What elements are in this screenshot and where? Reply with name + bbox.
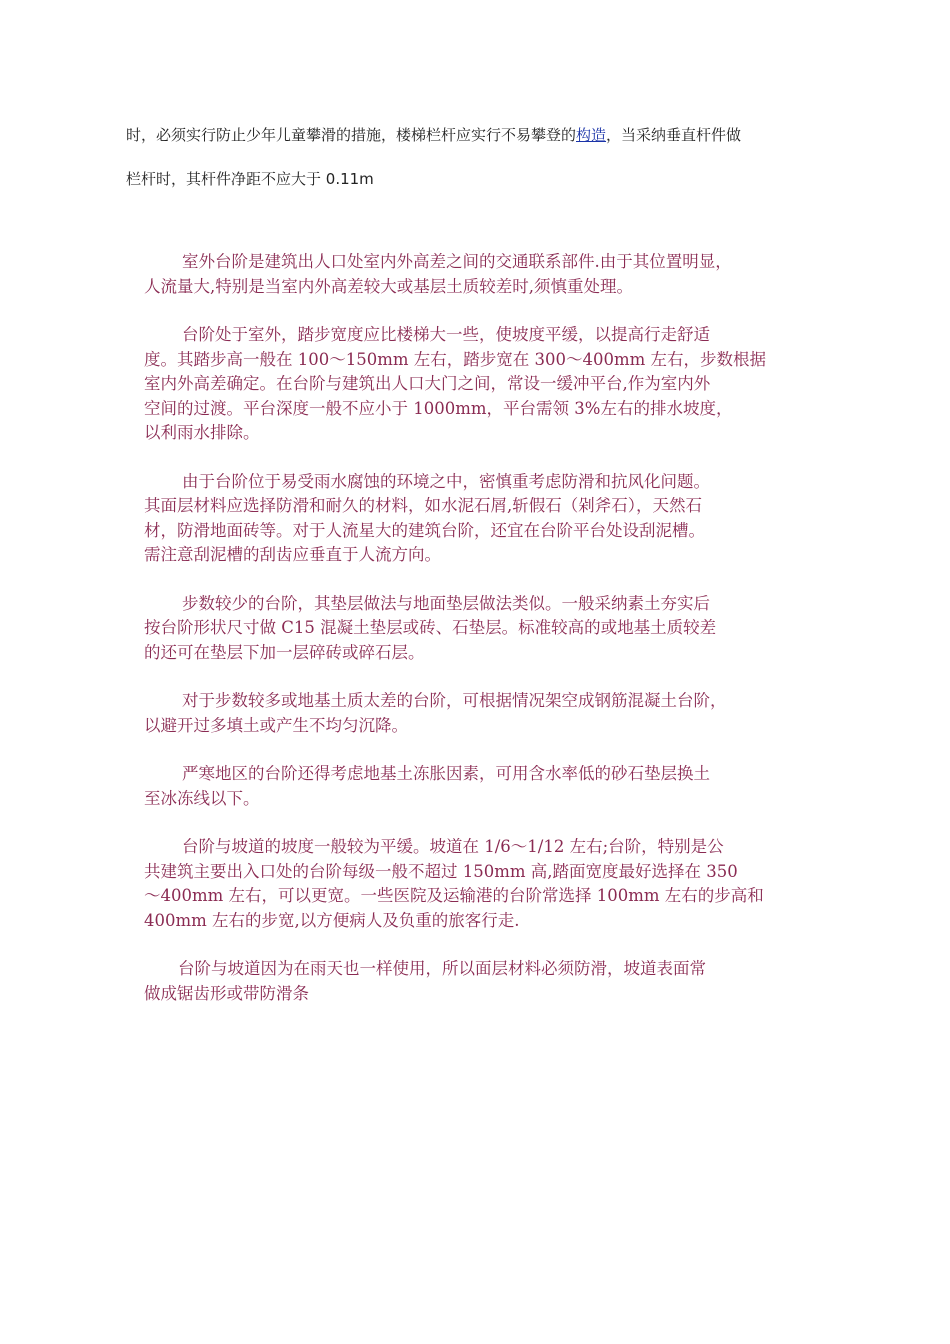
paragraph-line: 以避开过多填土或产生不均匀沉降。 [144,715,408,735]
paragraph-line: 共建筑主要出入口处的台阶每级一般不超过 150mm 高,踏面宽度最好选择在 350 [144,861,738,881]
paragraph-line: 台阶处于室外，踏步宽度应比楼梯大一些，使坡度平缓，以提高行走舒适 [182,325,710,344]
paragraph-line: 做成锯齿形或带防滑条 [144,983,309,1003]
paragraph-ramp-surface [144,957,824,1006]
paragraph-line: 室外台阶是建筑出人口处室内外高差之间的交通联系部件.由于其位置明显， [182,252,732,271]
paragraph-line: 室内外高差确定。在台阶与建筑出人口大门之间，常设一缓冲平台,作为室内外 [144,374,711,393]
paragraph-anti-slip [144,470,824,568]
paragraph-line: 以利雨水排除。 [144,423,260,442]
construction-link[interactable]: 构造 [576,126,607,144]
paragraph-line: 400mm 左右的步宽,以方便病人及负重的旅客行走. [144,910,520,930]
paragraph-line: 材，防滑地面砖等。对于人流星大的建筑台阶，还宜在台阶平台处设刮泥槽。 [144,520,705,540]
paragraph-line: 的还可在垫层下加一层碎砖或碎石层。 [144,642,425,662]
paragraph-line: 由于台阶位于易受雨水腐蚀的环境之中，密慎重考虑防滑和抗风化问题。 [182,471,710,491]
paragraph-outdoor-steps [144,250,824,299]
paragraph-line: 按台阶形状尺寸做 C15 混凝土垫层或砖、石垫层。标准较高的或地基土质较差 [144,618,717,637]
paragraph-line: ～400mm 左右，可以更宽。一些医院及运输港的台阶常选择 100mm 左右的步高和 [144,886,764,905]
paragraph-line: 空间的过渡。平台深度一般不应小于 1000mm，平台需领 3%左右的排水坡度， [144,398,733,418]
top-line-2: 栏杆时，其杆件净距不应大于 0.11m [126,170,374,188]
top-line-1-text-pre: 时，必须实行防止少年儿童攀滑的措施，楼梯栏杆应实行不易攀登的 [126,126,577,144]
paragraph-line: 人流量大,特别是当室内外高差较大或基层土质较差时,须慎重处理。 [144,276,633,296]
paragraph-step-width [144,323,824,446]
top-text-block [126,124,826,190]
paragraph-reinforced-concrete [144,689,824,738]
paragraph-line: 台阶与坡道因为在雨天也一样使用，所以面层材料必须防滑，坡道表面常 [178,959,706,978]
paragraph-slope [144,835,824,933]
top-line-1 [126,124,826,146]
paragraph-line: 步数较少的台阶，其垫层做法与地面垫层做法类似。一般采纳素土夯实后 [182,593,710,613]
paragraph-line: 度。其踏步高一般在 100～150mm 左右，踏步宽在 300～400mm 左右，步数根据 [144,349,767,369]
top-line-1-text-post: ，当采纳垂直杆件做 [606,126,742,144]
paragraph-line: 台阶与坡道的坡度一般较为平缓。坡道在 1/6～1/12 左右;台阶，特别是公 [182,837,724,856]
paragraph-line: 严寒地区的台阶还得考虑地基土冻胀因素，可用含水率低的砂石垫层换土 [182,764,710,783]
paragraph-line: 需注意刮泥槽的刮齿应垂直于人流方向。 [144,545,441,564]
paragraph-line: 其面层材料应选择防滑和耐久的材料，如水泥石屑,斩假石（剁斧石），天然石 [144,496,702,515]
paragraph-line: 对于步数较多或地基土质太差的台阶，可根据情况架空成钢筋混凝土台阶， [182,691,727,710]
body-text-block [144,250,824,1030]
paragraph-cold-regions [144,762,824,811]
paragraph-cushion-layer [144,592,824,666]
paragraph-line: 至冰冻线以下。 [144,788,260,808]
